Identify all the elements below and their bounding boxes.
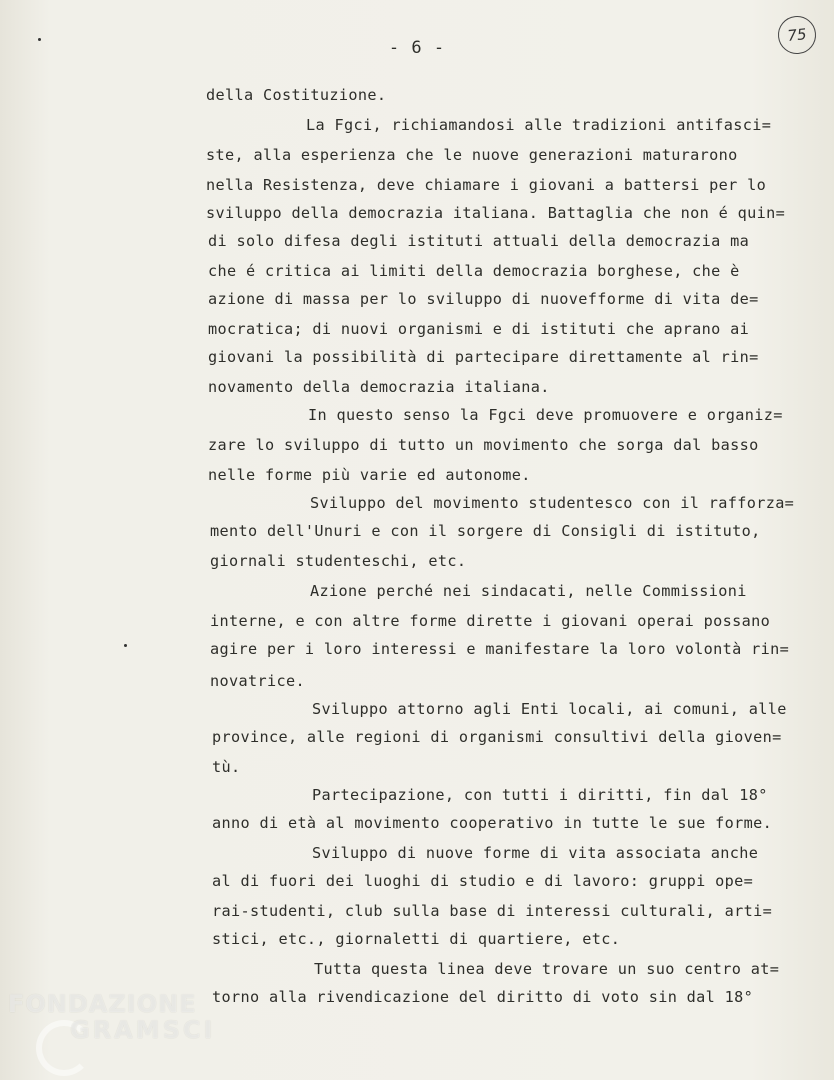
watermark-line: FONDAZIONE — [8, 990, 197, 1018]
text-line: province, alle regioni di organismi consultivi della gioven= — [212, 728, 782, 746]
text-line: mento dell'Unuri e con il sorgere di Consigli di istituto, — [210, 522, 761, 540]
archive-number-stamp: 75 — [776, 14, 818, 56]
punch-mark — [124, 644, 127, 647]
text-line: novamento della democrazia italiana. — [208, 378, 550, 396]
text-line: al di fuori dei luoghi di studio e di lavoro: gruppi ope= — [212, 872, 754, 890]
text-line: novatrice. — [210, 672, 305, 690]
text-line: ste, alla esperienza che le nuove generazioni maturarono — [206, 146, 738, 164]
watermark-line: GRAMSCI — [70, 1016, 216, 1044]
text-line: Sviluppo di nuove forme di vita associata anche — [312, 844, 759, 862]
text-line: giovani la possibilità di partecipare direttamente al rin= — [208, 348, 759, 366]
text-line: Sviluppo attorno agli Enti locali, ai comuni, alle — [312, 700, 787, 718]
text-line: zare lo sviluppo di tutto un movimento che sorga dal basso — [208, 436, 759, 454]
text-line: sviluppo della democrazia italiana. Battaglia che non é quin= — [206, 204, 786, 222]
text-line: stici, etc., giornaletti di quartiere, etc. — [212, 930, 621, 948]
text-line: Azione perché nei sindacati, nelle Commissioni — [310, 582, 747, 600]
text-line: In questo senso la Fgci deve promuovere e organiz= — [308, 406, 783, 424]
watermark — [8, 990, 216, 1044]
text-line: La Fgci, richiamandosi alle tradizioni antifasci= — [306, 116, 772, 134]
text-line: giornali studenteschi, etc. — [210, 552, 467, 570]
page-number: - 6 - — [388, 38, 446, 58]
text-line: agire per i loro interessi e manifestare la loro volontà rin= — [210, 640, 790, 658]
text-line: mocratica; di nuovi organismi e di istituti che aprano ai — [208, 320, 750, 338]
text-line: torno alla rivendicazione del diritto di voto sin dal 18° — [212, 988, 754, 1006]
text-line: Partecipazione, con tutti i diritti, fin dal 18° — [312, 786, 768, 804]
text-line: azione di massa per lo sviluppo di nuovefforme di vita de= — [208, 290, 759, 308]
text-line: della Costituzione. — [206, 86, 387, 104]
text-line: nella Resistenza, deve chiamare i giovani a battersi per lo — [206, 176, 767, 194]
text-line: di solo difesa degli istituti attuali della democrazia ma — [208, 232, 750, 250]
text-line: interne, e con altre forme dirette i giovani operai possano — [210, 612, 771, 630]
text-line: nelle forme più varie ed autonome. — [208, 466, 531, 484]
text-line: che é critica ai limiti della democrazia borghese, che è — [208, 262, 740, 280]
text-line: rai-studenti, club sulla base di interessi culturali, arti= — [212, 902, 773, 920]
text-line: tù. — [212, 758, 241, 776]
text-line: Tutta questa linea deve trovare un suo centro at= — [314, 960, 780, 978]
text-line: anno di età al movimento cooperativo in tutte le sue forme. — [212, 814, 773, 832]
text-line: Sviluppo del movimento studentesco con il rafforza= — [310, 494, 795, 512]
